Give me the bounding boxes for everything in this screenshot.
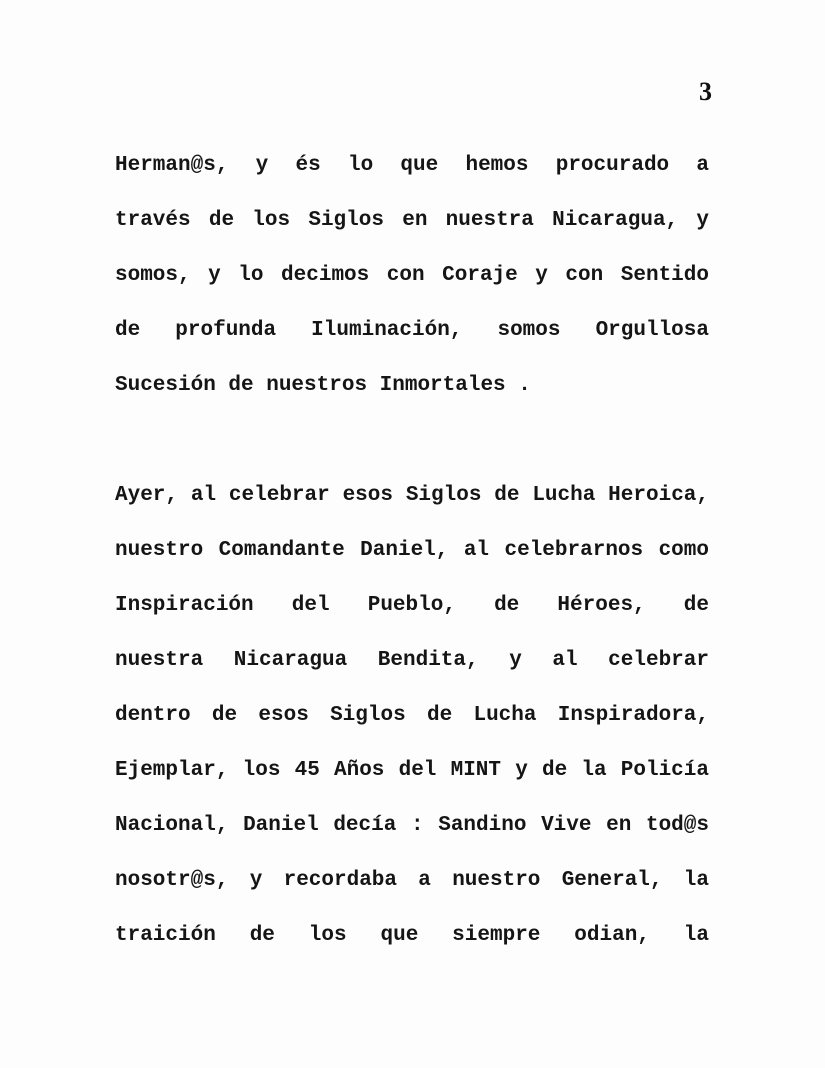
text-line: Ejemplar, los 45 Años del MINT y de la Policía	[115, 759, 709, 782]
text-line: de profunda Iluminación, somos Orgullosa	[115, 319, 709, 342]
text-line: traición de los que siempre odian, la	[115, 924, 709, 947]
text-line: nosotr@s, y recordaba a nuestro General, la	[115, 869, 709, 892]
text-line: somos, y lo decimos con Coraje y con Sentido	[115, 264, 709, 287]
text-line: dentro de esos Siglos de Lucha Inspiradora,	[115, 704, 709, 727]
text-line: Herman@s, y és lo que hemos procurado a	[115, 154, 709, 177]
text-line: Nacional, Daniel decía : Sandino Vive en tod@s	[115, 814, 709, 837]
paragraph-1	[115, 138, 709, 413]
text-line: Inspiración del Pueblo, de Héroes, de	[115, 594, 709, 617]
text-line: nuestro Comandante Daniel, al celebrarnos como	[115, 539, 709, 562]
page-number: 3	[699, 77, 712, 106]
page-body	[115, 138, 709, 963]
text-line: Ayer, al celebrar esos Siglos de Lucha Heroica,	[115, 484, 709, 507]
text-line: través de los Siglos en nuestra Nicaragua, y	[115, 209, 709, 232]
paragraph-2	[115, 468, 709, 963]
text-line: Sucesión de nuestros Inmortales .	[115, 374, 531, 397]
text-line: nuestra Nicaragua Bendita, y al celebrar	[115, 649, 709, 672]
